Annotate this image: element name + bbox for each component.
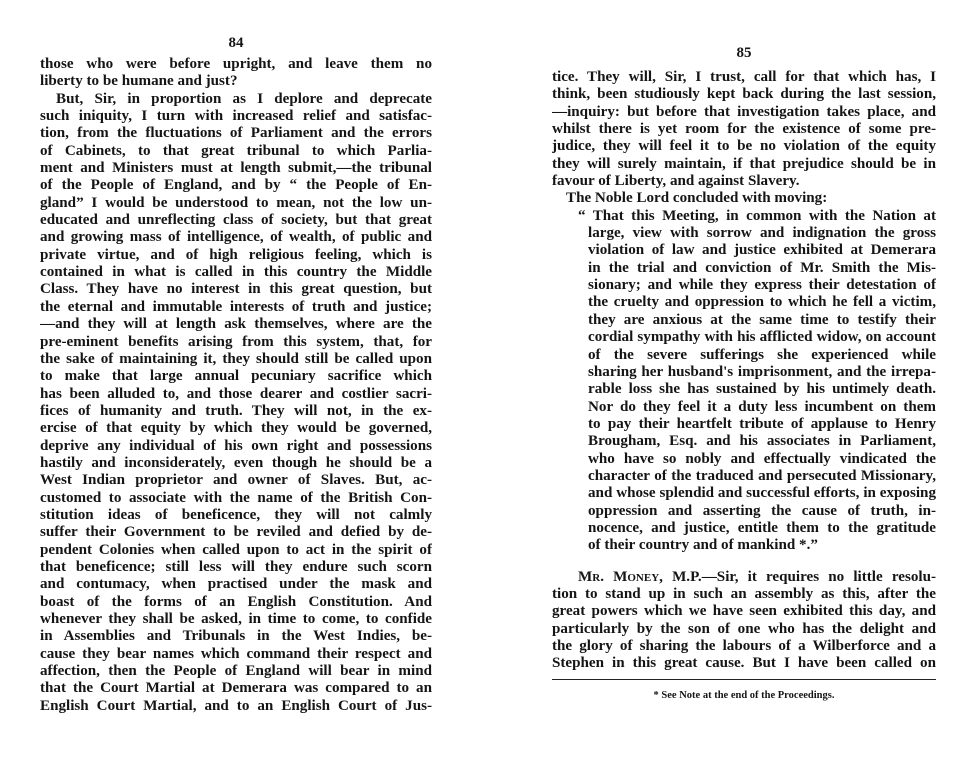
right-page [552,0,936,701]
paragraph [552,586,936,673]
text-line: Stephen in this great cause. But I have been called on [552,655,936,672]
text-line: ercise of that equity by which they would be governed, [40,420,432,437]
footnote: * See Note at the end of the Proceedings. [653,689,835,701]
page-number: 84 [228,35,244,51]
text-line: sharing her husband's imprisonment, and the irrepa- [588,363,936,380]
text-line: to make that large annual pecuniary sacrifice which [40,368,432,385]
text-line: ment and Ministers must at length submit,—the tribunal [40,160,432,177]
text-line: and whose splendid and successful efforts, in exposing [588,485,936,502]
text-line: English Court Martial, and to an English Court of Jus- [40,697,432,714]
text-line: liberty to be humane and just? [40,73,238,90]
text-line: deprive any individual of his own right and possessions [40,437,432,454]
text-line: “ That this Meeting, in common with the Nation at [578,207,936,224]
text-line: the sake of maintaining it, they should still be called upon [40,350,432,367]
text-line: in Assemblies and Tribunals in the West Indies, be- [40,628,432,645]
text-line: —inquiry: but before that investigation takes place, and [552,103,936,120]
resolution-quote [552,208,936,555]
text-line: pre-eminent benefits arising from this system, that, for [40,333,432,350]
text-line: of the People of England, and by “ the People of En- [40,177,432,194]
text-line: they will surely maintain, if that prejudice should be in [552,155,936,172]
footnote-rule [552,679,936,680]
text-line: the eternal and immutable interests of truth and justice; [40,298,432,315]
right-page-text [552,69,936,673]
text-line: customed to associate with the name of the British Con- [40,489,432,506]
text-line: violation of law and justice exhibited at Demerara [588,242,936,259]
text-line: of Cabinets, to that great tribunal to which Parlia- [40,142,432,159]
text-line: fices of humanity and truth. They will not, in the ex- [40,402,432,419]
text-line: West Indian proprietor and owner of Slaves. But, ac- [40,472,432,489]
text-line: pendent Colonies when called upon to act in the spirit of [40,541,432,558]
text-line: Class. They have no interest in this great question, but [40,281,432,298]
text-line: particularly by the son of one who has the delight and [552,620,936,637]
text-line: stitution ideas of beneficence, they will not calmly [40,506,432,523]
text-line: contained in what is called in this country the Middle [40,264,432,281]
text-line: educated and unreflecting class of society, but that great [40,212,432,229]
moving-line: The Noble Lord concluded with moving: [566,190,828,207]
speaker-text: —Sir, it requires no little resolu- [701,568,936,585]
text-line: hastily and inconsiderately, even though he should be a [40,454,432,471]
text-line: great powers which we have seen exhibited this day, and [552,603,936,620]
text-line: boast of the forms of an English Constitution. And [40,593,432,610]
text-line: and contumacy, when practised under the mask and [40,576,432,593]
text-line: affection, then the People of England will bear in mind [40,663,432,680]
text-line: tion to stand up in such an assembly as this, after the [552,585,936,602]
text-line: Nor do they feel it a duty less incumbent on them [588,398,936,415]
text-line: gland” I would be understood to mean, not the low un- [40,194,432,211]
text-line: sionary; and while they express their detestation of [588,277,936,294]
text-line: in the trial and conviction of Mr. Smith the Mis- [588,259,936,276]
speaker-name: Mr. Money, M.P. [578,568,702,585]
text-line: and growing mass of intelligence, of wealth, of public and [40,229,432,246]
text-line: rable loss she has sustained by his untimely death. [588,381,936,398]
text-line: favour of Liberty, and against Slavery. [552,173,800,190]
text-line: —and they will at length ask themselves, where are the [40,316,432,333]
text-line: oppression and asserting the cause of truth, in- [588,502,936,519]
text-line: that the Court Martial at Demerara was compared to an [40,680,432,697]
text-line: of the severe sufferings she experienced while [588,346,936,363]
text-line: But, Sir, in proportion as I deplore and deprecate [56,90,432,107]
text-line: nocence, and justice, entitle them to the gratitude [588,519,936,536]
text-line: those who were before upright, and leave them no [40,56,432,72]
text-line: cause they bear names which command their respect and [40,645,432,662]
text-line: whenever they shall be asked, in time to come, to confide [40,611,432,627]
page-number: 85 [736,45,752,61]
text-line: whilst there is yet room for the existence of some pre- [552,121,936,138]
text-line: they are anxious at the same time to testify their [588,311,936,328]
text-line: who have so nobly and effectually vindicated the [588,450,936,467]
text-line: has been alluded to, and those dearer and costlier sacri- [40,385,432,402]
text-line: that beneficence; still less will they endure such scorn [40,558,432,575]
text-line: to pay their heartfelt tribute of applause to Henry [588,415,936,432]
text-line: tice. They will, Sir, I trust, call for that which has, I [552,69,936,85]
text-line: character of the traduced and persecuted Missionary, [588,467,936,484]
speaker-line [552,569,936,586]
left-page-text [40,56,432,715]
text-line: suffer their Government to be reviled and defied by de- [40,524,432,541]
left-page [40,0,432,715]
text-line: private virtue, and of high religious feeling, which is [40,246,432,263]
text-line: Brougham, Esq. and his associates in Parliament, [588,433,936,450]
text-line: judice, they will feel it to be no violation of the equity [552,138,936,155]
text-line: of their country and of mankind *.” [588,537,818,554]
text-line: think, been studiously kept back during the last session, [552,86,936,103]
text-line: the glory of sharing the labours of a Wilberforce and a [552,638,936,654]
paragraph [552,69,936,190]
text-line: cordial sympathy with his afflicted widow, on account [588,329,936,346]
text-line: large, view with sorrow and indignation the gross [588,225,936,242]
text-line: the cruelty and oppression to which he fell a victim, [588,294,936,311]
text-line: tion, from the fluctuations of Parliament and the errors [40,125,432,142]
text-line: such iniquity, I turn with increased relief and satisfac- [40,108,432,125]
